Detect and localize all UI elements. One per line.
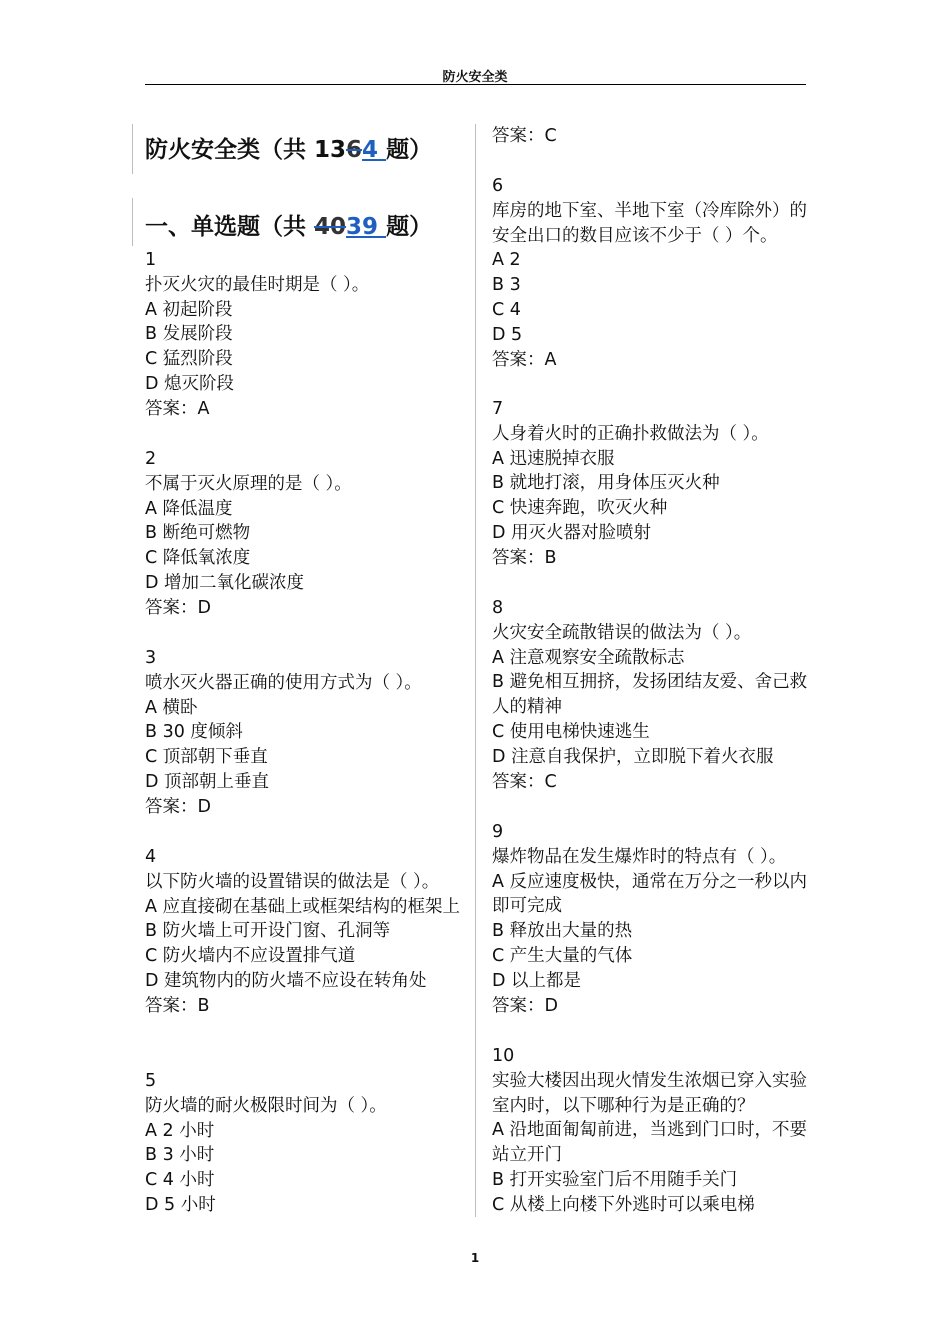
question-8 [492, 596, 812, 794]
option-c: C 快速奔跑，吹灭火种 [492, 498, 668, 519]
section-deleted-count: 40 [314, 214, 347, 240]
question-stem: 库房的地下室、半地下室（冷库除外）的安全出口的数目应该不少于（ ）个。 [492, 200, 807, 246]
option-c: C 4 [492, 299, 521, 320]
option-d: D 建筑物内的防火墙不应设在转角处 [145, 970, 427, 991]
option-a: A 2 小时 [145, 1120, 215, 1141]
option-c: C 产生大量的气体 [492, 945, 633, 966]
question-stem: 喷水灭火器正确的使用方式为（ ）。 [145, 672, 422, 693]
question-4 [145, 845, 465, 1019]
option-c: C 使用电梯快速逃生 [492, 721, 650, 742]
question-number: 1 [145, 250, 157, 270]
answer: 答案：C [492, 771, 557, 792]
question-5-answer [492, 124, 812, 149]
option-a: A 反应速度极快，通常在万分之一秒以内即可完成 [492, 871, 808, 917]
question-2 [145, 447, 465, 621]
question-number: 8 [492, 598, 504, 618]
question-number: 3 [145, 648, 157, 668]
document-title [145, 131, 432, 164]
option-b: B 3 [492, 275, 521, 296]
option-b: B 就地打滚，用身体压灭火种 [492, 473, 720, 494]
section-prefix: 一、单选题（共 [145, 214, 315, 240]
option-a: A 应直接砌在基础上或框架结构的框架上 [145, 896, 461, 917]
question-stem: 不属于灭火原理的是（ ）。 [145, 473, 352, 494]
answer: 答案：C [492, 126, 557, 146]
question-number: 6 [492, 176, 504, 196]
section-margin-bar [132, 198, 133, 246]
answer: 答案：A [145, 398, 210, 419]
question-7 [492, 397, 812, 571]
question-stem: 爆炸物品在发生爆炸时的特点有（ ）。 [492, 846, 787, 867]
option-a: A 沿地面匍匐前进，当逃到门口时，不要站立开门 [492, 1120, 808, 1166]
option-a: A 横卧 [145, 697, 198, 718]
option-a: A 降低温度 [145, 498, 233, 519]
option-c: C 从楼上向楼下外逃时可以乘电梯 [492, 1194, 755, 1215]
answer: 答案：D [492, 995, 558, 1016]
question-stem: 实验大楼因出现火情发生浓烟已穿入实验室内时，以下哪种行为是正确的？ [492, 1070, 807, 1116]
answer: 答案：A [492, 349, 557, 370]
question-stem: 火灾安全疏散错误的做法为（ ）。 [492, 622, 752, 643]
answer: 答案：D [145, 796, 211, 817]
title-inserted-digit: 4 [362, 137, 379, 163]
option-d: D 用灭火器对脸喷射 [492, 522, 652, 543]
option-c: C 顶部朝下垂直 [145, 747, 268, 768]
option-b: B 断绝可燃物 [145, 523, 251, 544]
question-stem: 人身着火时的正确扑救做法为（ ）。 [492, 423, 769, 444]
option-d: D 增加二氧化碳浓度 [145, 572, 305, 593]
answer: 答案：D [145, 597, 211, 618]
answer: 答案：B [492, 547, 557, 568]
question-3 [145, 646, 465, 820]
header-rule [145, 84, 806, 85]
option-a: A 初起阶段 [145, 299, 233, 320]
option-d: D 顶部朝上垂直 [145, 771, 270, 792]
option-b: B 30 度倾斜 [145, 722, 243, 743]
title-margin-bar [132, 124, 133, 174]
option-c: C 猛烈阶段 [145, 349, 233, 370]
question-number: 10 [492, 1046, 515, 1066]
section-inserted-count: 39 [346, 214, 379, 240]
question-6 [492, 174, 812, 372]
option-c: C 4 小时 [145, 1170, 215, 1191]
question-stem: 防火墙的耐火极限时间为（ ）。 [145, 1095, 387, 1116]
option-b: B 打开实验室门后不用随手关门 [492, 1169, 738, 1190]
option-a: A 2 [492, 250, 521, 271]
column-divider [475, 124, 476, 1217]
answer: 答案：B [145, 995, 210, 1016]
question-5 [145, 1069, 465, 1218]
option-a: A 注意观察安全疏散标志 [492, 647, 685, 668]
question-10 [492, 1044, 812, 1218]
option-b: B 释放出大量的热 [492, 921, 633, 942]
option-c: C 防火墙内不应设置排气道 [145, 946, 356, 967]
question-stem: 以下防火墙的设置错误的做法是（ ）。 [145, 871, 440, 892]
title-suffix: 题） [386, 137, 433, 163]
option-a: A 迅速脱掉衣服 [492, 448, 615, 469]
option-b: B 3 小时 [145, 1145, 215, 1166]
option-d: D 以上都是 [492, 970, 582, 991]
title-deleted-digit: 6 [346, 137, 363, 163]
option-b: B 发展阶段 [145, 324, 233, 345]
title-prefix: 防火安全类（共 13 [145, 137, 347, 163]
question-number: 4 [145, 847, 157, 867]
section-heading [145, 208, 432, 241]
section-suffix: 题） [386, 214, 433, 240]
question-9 [492, 820, 812, 1018]
option-d: D 5 [492, 324, 523, 345]
question-number: 2 [145, 449, 157, 469]
option-d: D 注意自我保护，立即脱下着火衣服 [492, 746, 774, 767]
question-number: 9 [492, 822, 504, 842]
option-c: C 降低氧浓度 [145, 548, 251, 569]
question-1 [145, 248, 465, 422]
question-number: 7 [492, 399, 504, 419]
option-b: B 防火墙上可开设门窗、孔洞等 [145, 921, 391, 942]
option-d: D 5 小时 [145, 1194, 216, 1215]
question-stem: 扑灭火灾的最佳时期是（ ）。 [145, 274, 370, 295]
question-number: 5 [145, 1071, 157, 1091]
option-b: B 避免相互拥挤，发扬团结友爱、舍己救人的精神 [492, 672, 808, 718]
option-d: D 熄灭阶段 [145, 373, 235, 394]
page-header-title: 防火安全类 [442, 70, 508, 85]
page-number: 1 [470, 1251, 480, 1265]
